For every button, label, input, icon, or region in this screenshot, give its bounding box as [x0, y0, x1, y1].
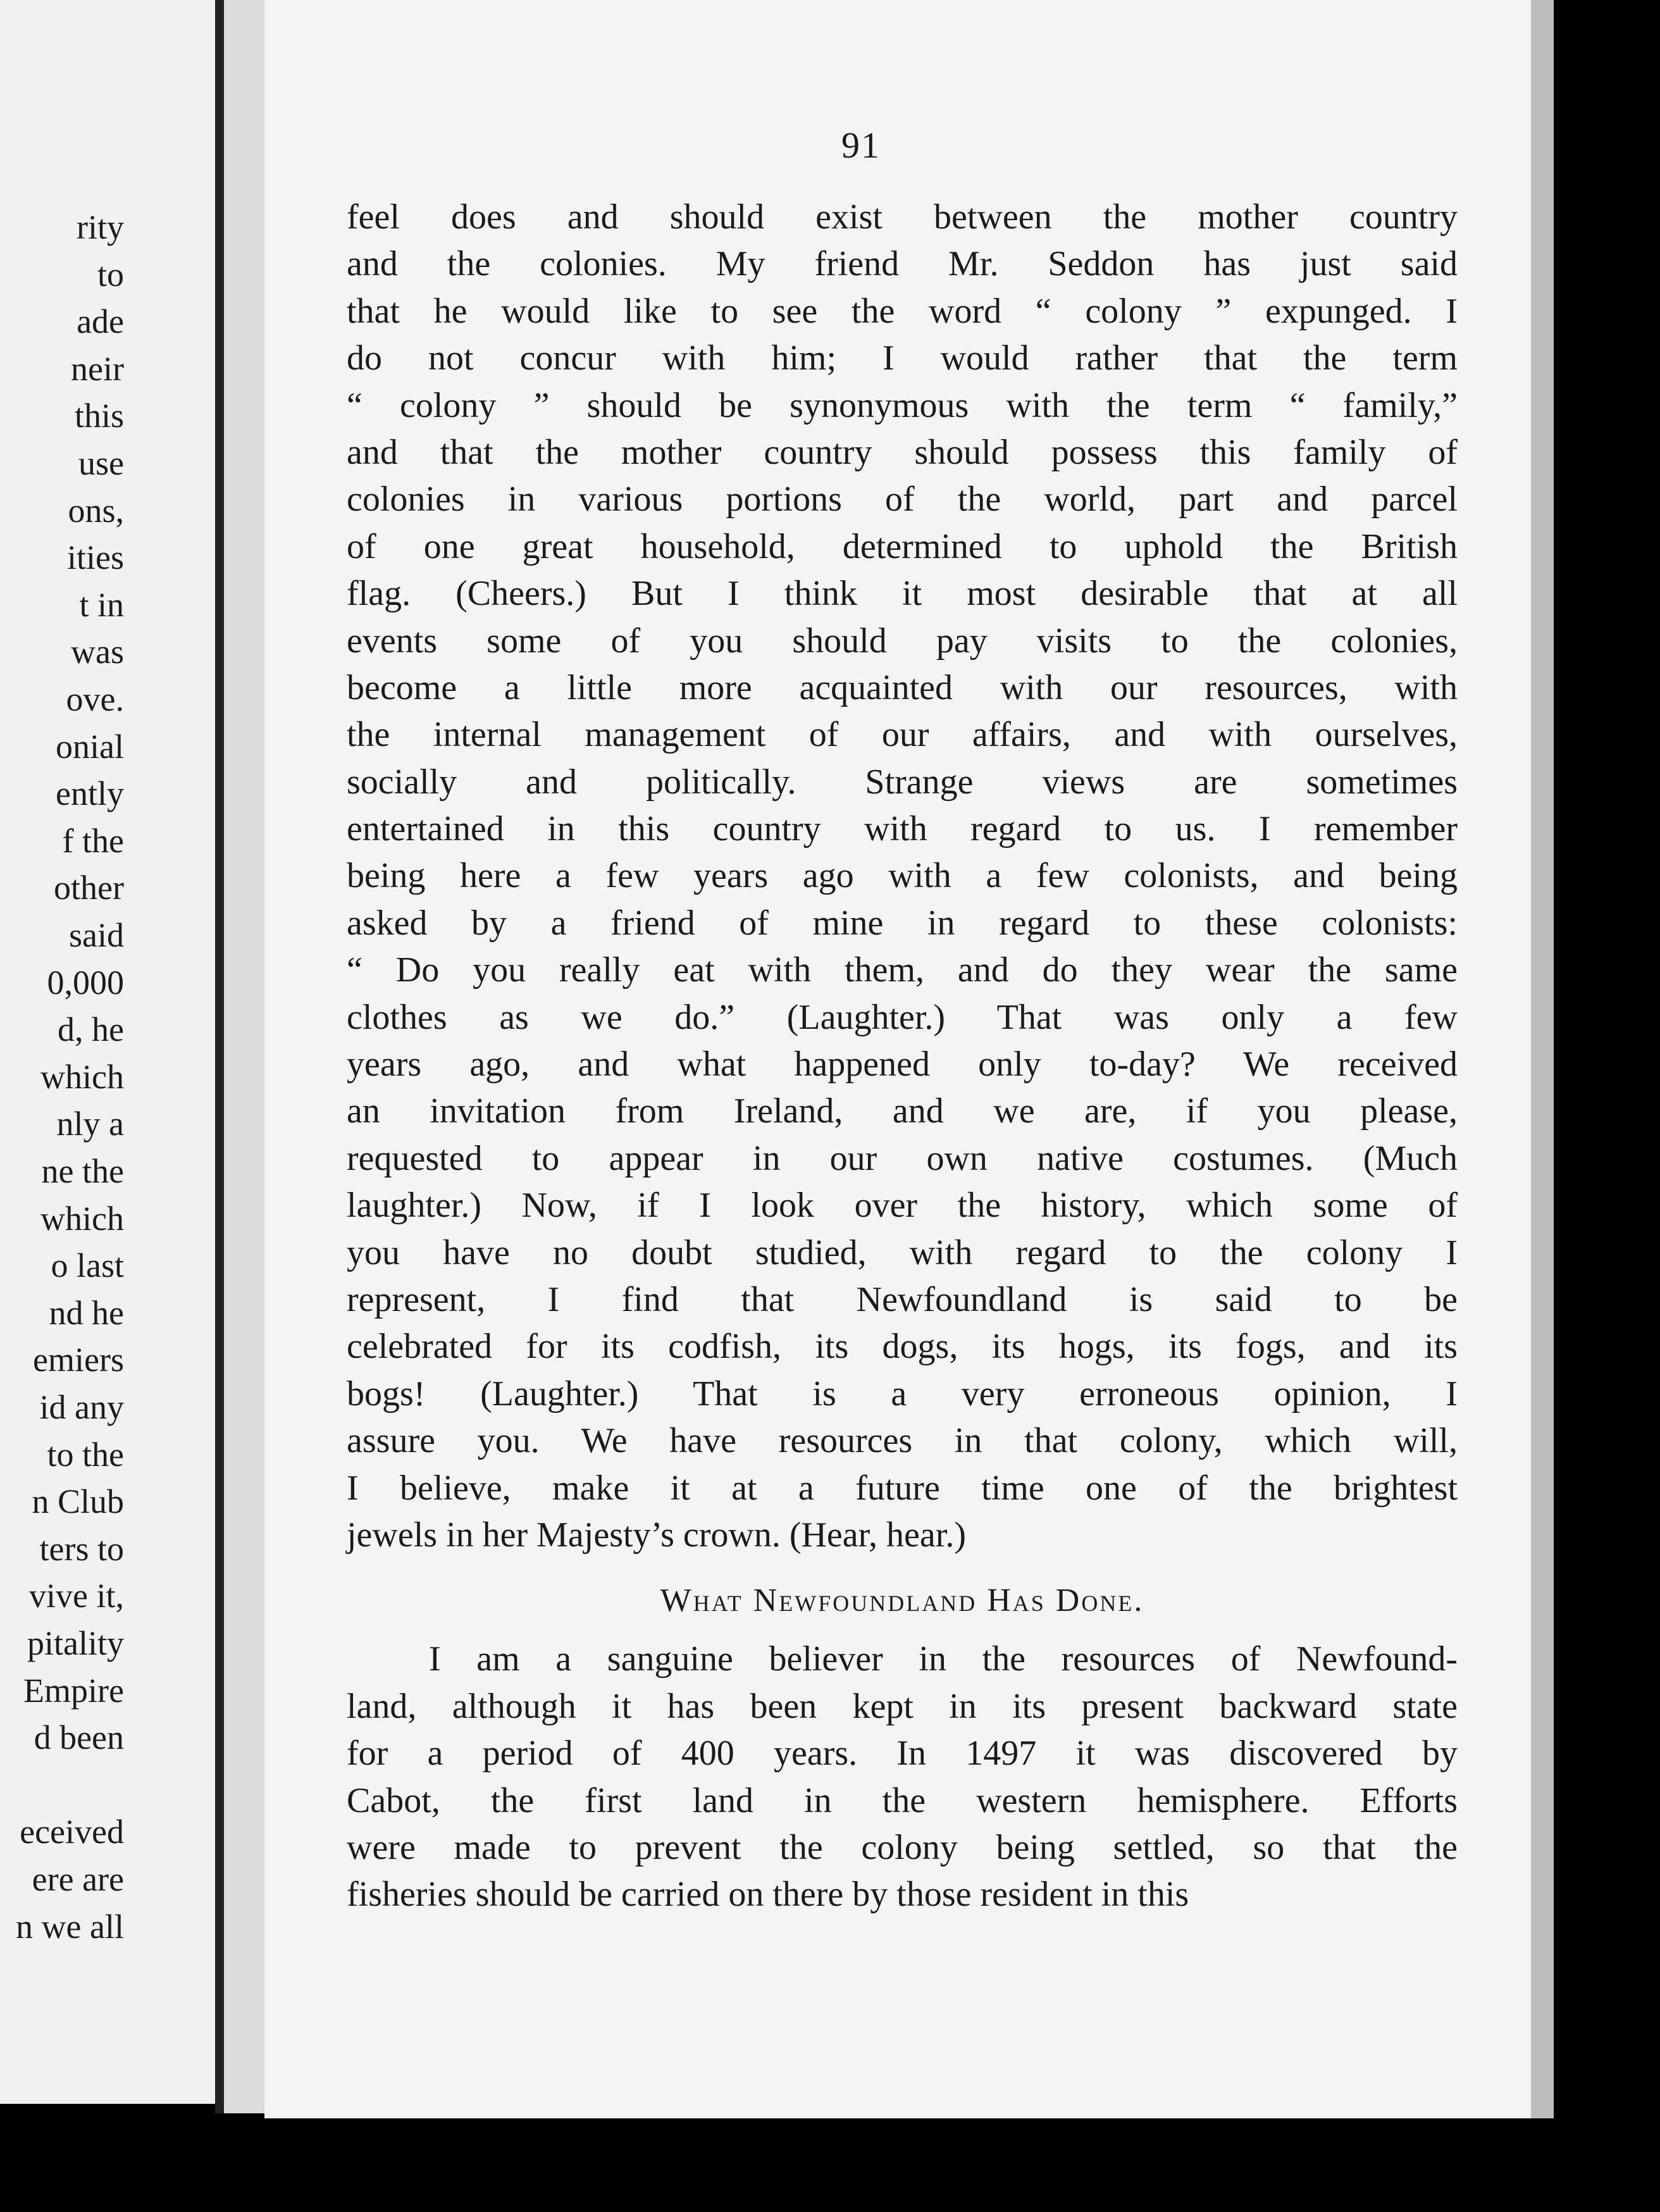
scan-background	[0, 2118, 1660, 2212]
text-line: an invitation from Ireland, and we are, if you please,	[347, 1091, 1458, 1131]
facing-page-text-fragment: neir	[71, 349, 124, 388]
text-line: events some of you should pay visits to the colonies,	[347, 621, 1458, 661]
facing-page-text-fragment: ently	[56, 774, 124, 813]
text-line: do not concur with him; I would rather that the term	[347, 339, 1458, 378]
text-line: “ colony ” should be synonymous with the term “ family,”	[347, 385, 1458, 425]
text-line: celebrated for its codfish, its dogs, its hogs, its fogs, and its	[347, 1327, 1458, 1367]
text-line: I am a sanguine believer in the resources of Newfound-	[429, 1639, 1458, 1679]
facing-page-text-fragment: rity	[77, 208, 124, 246]
text-line: and that the mother country should possess this family of	[347, 432, 1458, 472]
text-line: land, although it has been kept in its present backward state	[347, 1686, 1458, 1726]
facing-page-text-fragment: d, he	[58, 1010, 124, 1049]
text-line: entertained in this country with regard to us. I remember	[347, 809, 1458, 849]
facing-page-text-fragment: id any	[39, 1388, 124, 1426]
page-gutter	[224, 0, 264, 2113]
paragraph	[347, 1636, 1458, 1918]
text-line: the internal management of our affairs, and with ourselves,	[347, 715, 1458, 755]
facing-page-text-fragment: t in	[79, 585, 124, 624]
text-line: fisheries should be carried on there by those resident in this	[347, 1875, 1189, 1915]
facing-page-text-fragment: 0,000	[47, 963, 124, 1002]
facing-page-text-fragment: n we all	[16, 1907, 124, 1946]
facing-page-text-fragment: Empire	[23, 1671, 124, 1710]
text-line: of one great household, determined to uphold the British	[347, 526, 1458, 566]
facing-page-text-fragment: said	[69, 916, 124, 954]
text-line: become a little more acquainted with our resources, with	[347, 668, 1458, 707]
facing-page-text-fragment: this	[74, 397, 124, 435]
facing-page-text-fragment: ade	[77, 302, 124, 341]
facing-page-text-fragment: which	[40, 1199, 124, 1238]
text-line: you have no doubt studied, with regard to the colony I	[347, 1233, 1458, 1272]
text-line: were made to prevent the colony being settled, so that the	[347, 1827, 1458, 1867]
page-number: 91	[841, 125, 881, 166]
facing-page-text-fragment: vive it,	[29, 1577, 124, 1615]
text-line: Cabot, the first land in the western hemisphere. Efforts	[347, 1780, 1458, 1820]
text-line: flag. (Cheers.) But I think it most desirable that at all	[347, 574, 1458, 614]
facing-page-text-fragment: emiers	[33, 1341, 124, 1379]
text-line: requested to appear in our own native costumes. (Much	[347, 1138, 1458, 1178]
text-line: laughter.) Now, if I look over the history, which some of	[347, 1186, 1458, 1226]
facing-page-text-fragment: eceived	[20, 1813, 124, 1851]
page-edge	[1531, 0, 1554, 2118]
text-line: bogs! (Laughter.) That is a very erroneous opinion, I	[347, 1374, 1458, 1414]
book-page	[264, 0, 1531, 2118]
section-heading: What Newfoundland Has Done.	[660, 1582, 1144, 1619]
text-line: jewels in her Majesty’s crown. (Hear, hear.)	[347, 1515, 966, 1555]
facing-page-text-fragment: ere are	[32, 1860, 124, 1898]
facing-page-text-fragment: which	[40, 1057, 124, 1096]
facing-page-text-fragment: f the	[62, 821, 124, 860]
facing-page-text-fragment: ters to	[39, 1529, 124, 1568]
text-line: I believe, make it at a future time one of the brightest	[347, 1468, 1458, 1508]
facing-page-text-fragment: ove.	[66, 680, 124, 718]
facing-page-text-fragment: nd he	[49, 1293, 124, 1332]
facing-page-text-fragment: to the	[47, 1435, 124, 1474]
facing-page-text-fragment: to	[97, 255, 124, 294]
text-line: for a period of 400 years. In 1497 it was discovered by	[347, 1734, 1458, 1774]
book-spine	[215, 0, 224, 2113]
text-line: that he would like to see the word “ colony ” expunged. I	[347, 291, 1458, 331]
facing-page-fragment	[0, 0, 220, 2104]
text-line: “ Do you really eat with them, and do they wear the same	[347, 950, 1458, 990]
facing-page-text-fragment: d been	[34, 1718, 124, 1757]
facing-page-text-fragment: onial	[56, 727, 124, 766]
facing-page-text-fragment: pitality	[27, 1624, 124, 1662]
paragraph	[347, 194, 1458, 1558]
text-line: years ago, and what happened only to-day? We received	[347, 1045, 1458, 1084]
facing-page-text-fragment: use	[78, 444, 124, 482]
facing-page-text-fragment: ities	[67, 538, 124, 577]
facing-page-text-fragment: was	[71, 633, 124, 671]
facing-page-text-fragment: nly a	[56, 1105, 124, 1143]
facing-page-text-fragment: o last	[51, 1246, 124, 1285]
text-line: represent, I find that Newfoundland is said to be	[347, 1279, 1458, 1319]
text-line: feel does and should exist between the mother country	[347, 197, 1458, 237]
facing-page-text-fragment: n Club	[32, 1482, 124, 1521]
text-line: being here a few years ago with a few colonists, and being	[347, 856, 1458, 896]
text-line: socially and politically. Strange views are sometimes	[347, 762, 1458, 802]
text-line: asked by a friend of mine in regard to these colonists:	[347, 903, 1458, 943]
facing-page-text-fragment: other	[54, 869, 124, 907]
text-line: clothes as we do.” (Laughter.) That was only a few	[347, 997, 1458, 1037]
text-line: assure you. We have resources in that colony, which will,	[347, 1421, 1458, 1461]
text-line: colonies in various portions of the world, part and parcel	[347, 480, 1458, 519]
page-body	[347, 194, 1458, 1918]
text-line: and the colonies. My friend Mr. Seddon has just said	[347, 244, 1458, 284]
facing-page-text-fragment: ons,	[68, 491, 124, 530]
facing-page-text-fragment: ne the	[41, 1152, 124, 1190]
